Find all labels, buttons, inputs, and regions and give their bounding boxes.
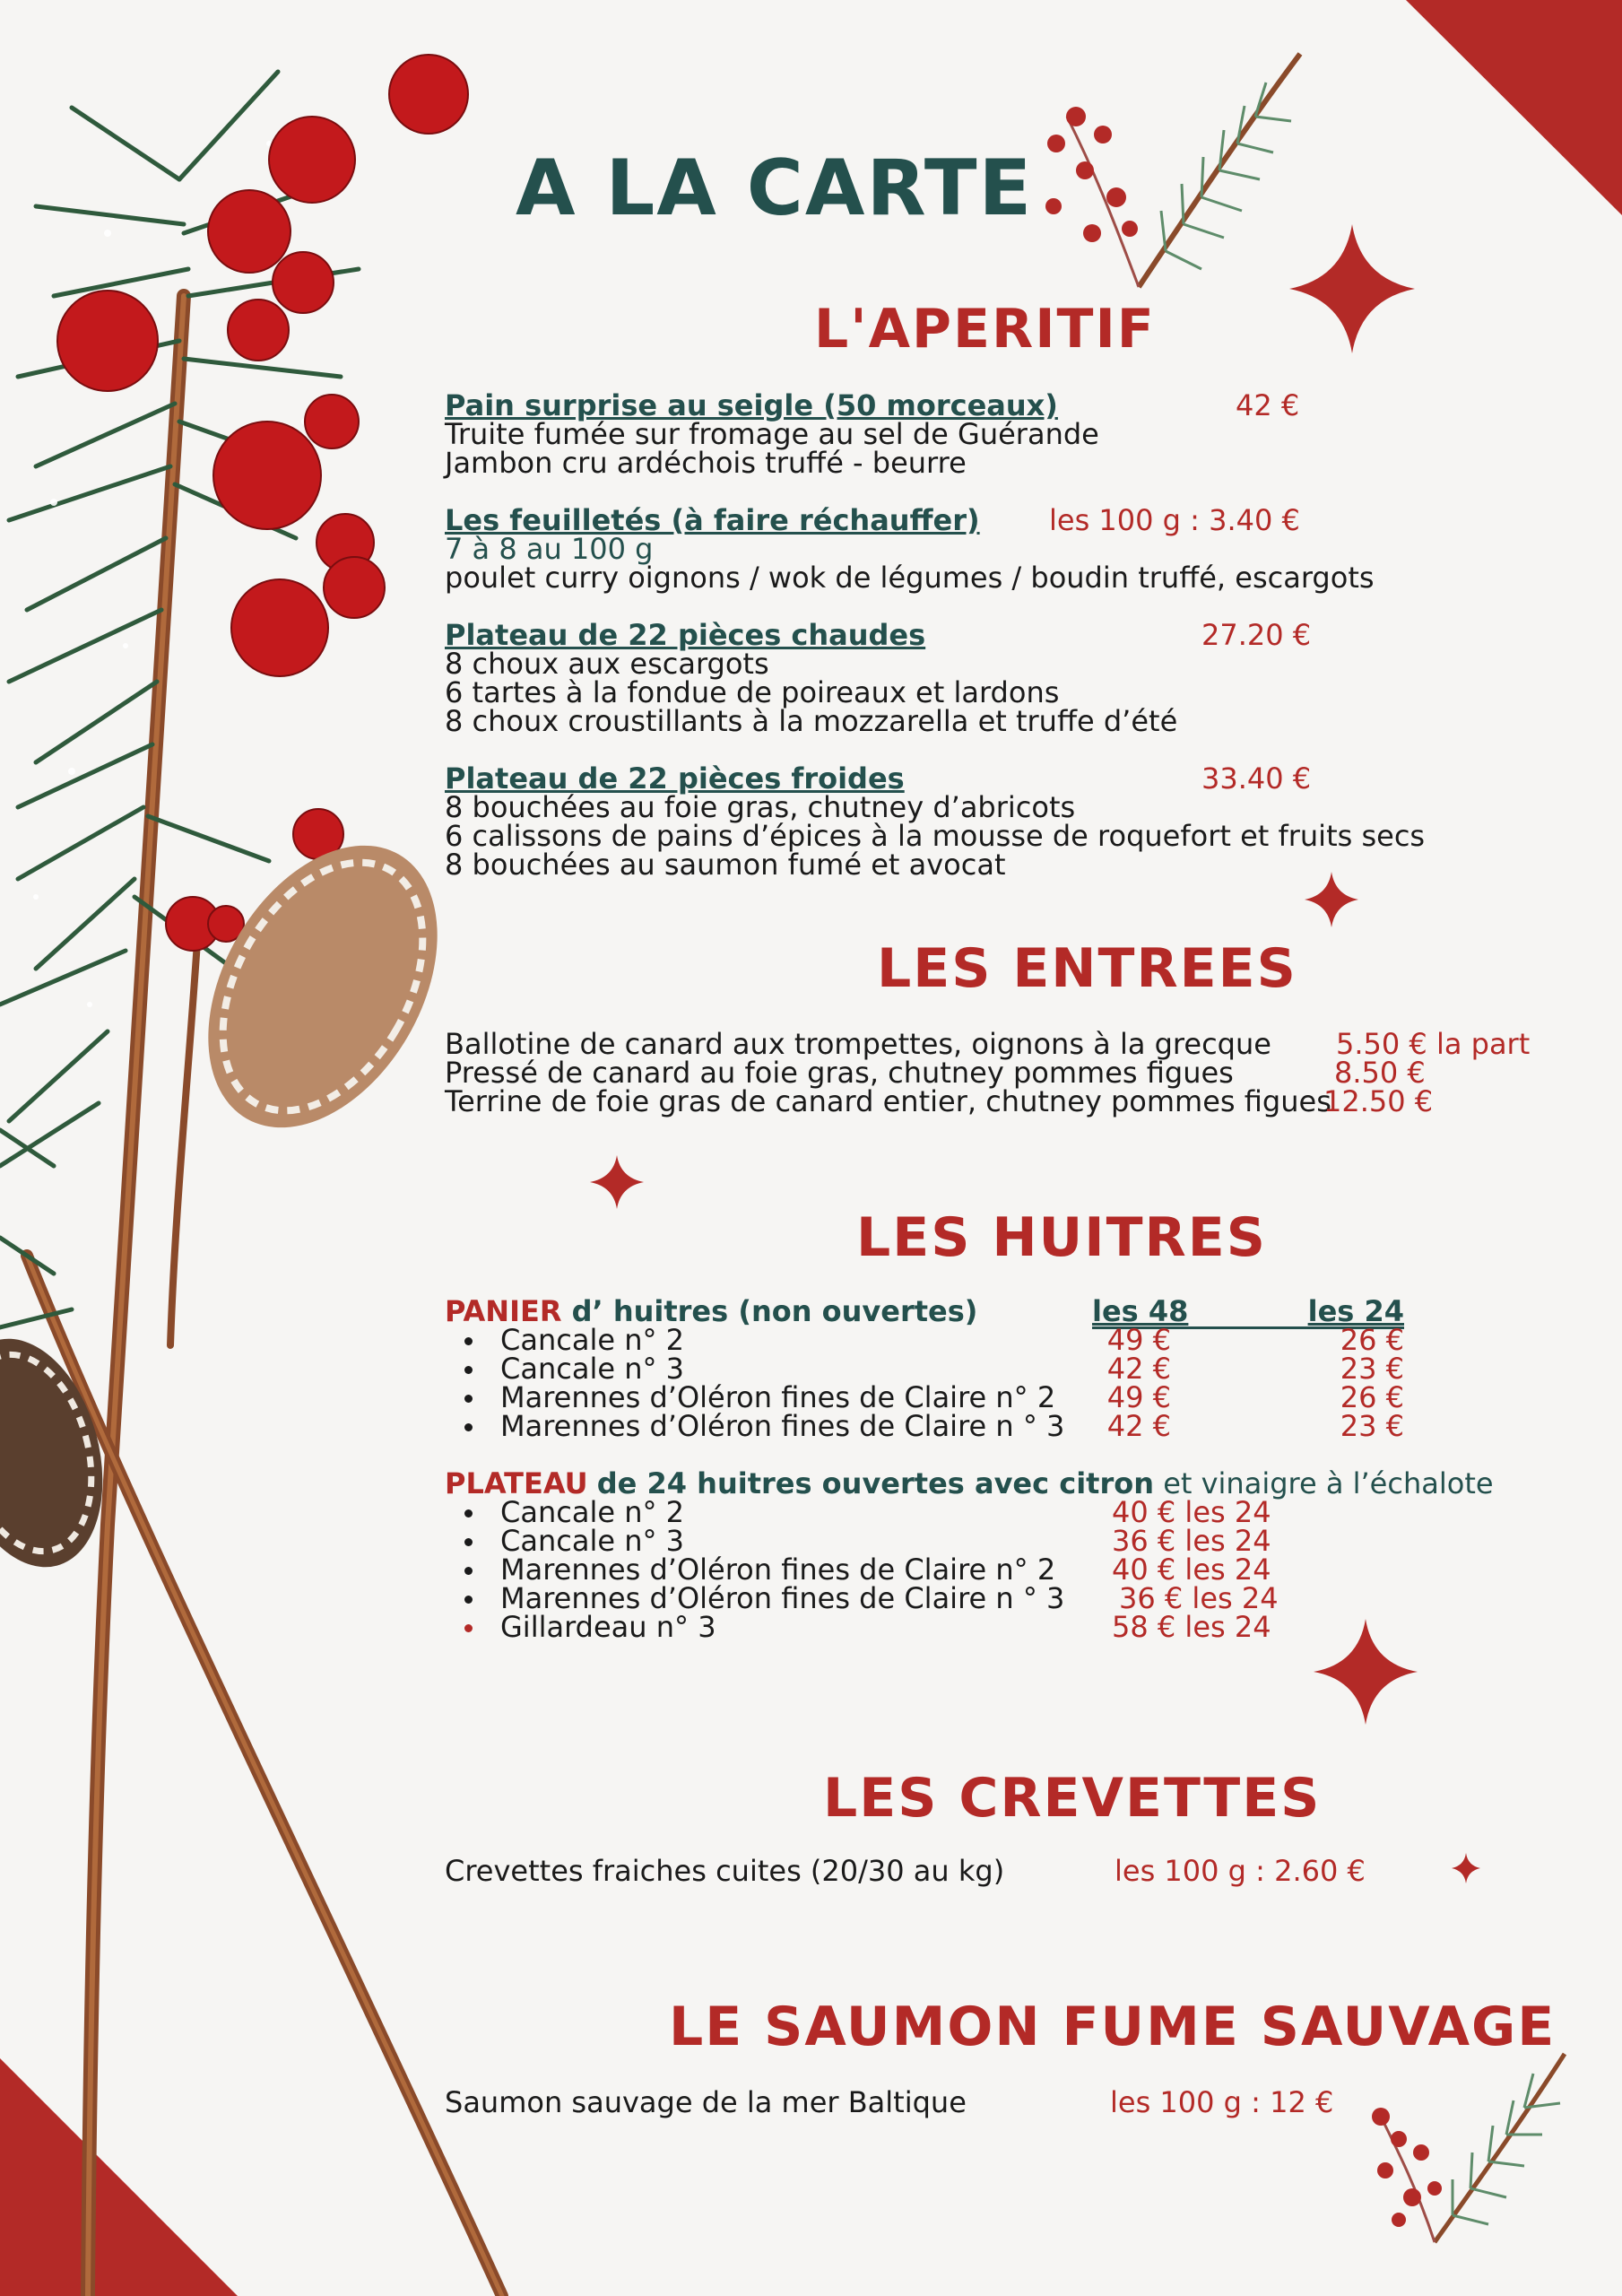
item-line: 8 choux croustillants à la mozzarella et truffe d’été [445, 704, 1178, 738]
list-item: Gillardeau n° 3 [445, 1613, 1064, 1641]
berry-sprig-bottom-icon [1372, 2054, 1565, 2242]
red-berries-icon [57, 55, 468, 951]
price-cell: 36 € les 24 [1112, 1524, 1271, 1558]
panier-label-red: PANIER [445, 1294, 562, 1328]
section-heading-saumon: LE SAUMON FUME SAUVAGE [669, 1996, 1557, 2058]
list-item: Marennes d’Oléron fines de Claire n ° 3 [445, 1584, 1064, 1613]
item-line: Jambon cru ardéchois truffé - beurre [445, 446, 967, 480]
item-line: 8 bouchées au foie gras, chutney d’abricots [445, 790, 1076, 824]
price-cell: 49 € [1106, 1323, 1171, 1357]
panier-label-rest: d’ huitres (non ouvertes) [571, 1294, 978, 1328]
item-line: 6 calissons de pains d’épices à la mousse de roquefort et fruits secs [445, 819, 1426, 853]
item-line: Truite fumée sur fromage au sel de Guérande [445, 417, 1099, 451]
page-title: A LA CARTE [516, 144, 1034, 233]
plateau-list [445, 1495, 1065, 1644]
list-item: Cancale n° 2 [445, 1326, 1064, 1354]
item-price: les 100 g : 3.40 € [1049, 503, 1300, 537]
top-right-corner-triangle [1406, 0, 1622, 215]
item-price: 33.40 € [1201, 761, 1312, 796]
crevettes-item: Crevettes fraiches cuites (20/30 au kg) [445, 1854, 1005, 1888]
column-header-24: les 24 [1307, 1294, 1404, 1328]
aperitif-item-1 [445, 388, 1099, 480]
item-title: Plateau de 22 pièces froides [445, 761, 905, 796]
item-line: 8 choux aux escargots [445, 647, 769, 681]
item-price: 8.50 € [1334, 1056, 1426, 1090]
price-cell: 42 € [1106, 1352, 1171, 1386]
price-cell: 58 € les 24 [1112, 1610, 1271, 1644]
section-heading-crevettes: LES CREVETTES [823, 1767, 1322, 1830]
item-price: 42 € [1236, 388, 1300, 422]
sparkle-icon [1452, 1853, 1480, 1883]
plateau-label-red: PLATEAU [445, 1466, 588, 1500]
section-heading-huitres: LES HUITRES [856, 1206, 1267, 1269]
list-item: Marennes d’Oléron fines de Claire n ° 3 [445, 1412, 1064, 1440]
price-cell: 23 € [1340, 1352, 1404, 1386]
section-heading-aperitif: L'APERITIF [814, 298, 1156, 361]
price-cell: 23 € [1340, 1409, 1404, 1443]
price-cell: 42 € [1106, 1409, 1171, 1443]
item-title: Les feuilletés (à faire réchauffer) [445, 503, 980, 537]
item-price: 27.20 € [1201, 618, 1312, 652]
list-item: Ballotine de canard aux trompettes, oignons à la grecque [445, 1027, 1271, 1061]
berry-sprig-top-icon [1045, 54, 1300, 287]
sparkle-icon [1314, 1619, 1418, 1725]
plateau-price-column [1112, 1495, 1279, 1644]
price-cell: 26 € [1340, 1323, 1404, 1357]
list-item: Cancale n° 3 [445, 1526, 1064, 1555]
panier-label [445, 1294, 978, 1328]
aperitif-item-3 [445, 618, 1178, 738]
price-cell: 26 € [1340, 1380, 1404, 1414]
price-cell: 40 € les 24 [1112, 1495, 1271, 1529]
price-column-24 [1327, 1323, 1404, 1443]
price-column-48 [1094, 1323, 1171, 1443]
list-item: Marennes d’Oléron fines de Claire n° 2 [445, 1555, 1064, 1584]
price-cell: 49 € [1106, 1380, 1171, 1414]
panier-list [445, 1323, 1065, 1443]
list-item: Marennes d’Oléron fines de Claire n° 2 [445, 1383, 1064, 1412]
item-line: 8 bouchées au saumon fumé et avocat [445, 848, 1006, 882]
list-item: Cancale n° 2 [445, 1498, 1064, 1526]
item-price: les 100 g : 2.60 € [1115, 1854, 1366, 1888]
item-subtitle: 7 à 8 au 100 g [445, 532, 654, 566]
list-item: Cancale n° 3 [445, 1354, 1064, 1383]
item-price: 12.50 € [1323, 1084, 1434, 1118]
plateau-label-bold: de 24 huitres ouvertes avec citron [596, 1466, 1155, 1500]
plateau-label-rest: et vinaigre à l’échalote [1163, 1466, 1494, 1500]
list-item: Terrine de foie gras de canard entier, chutney pommes figues [445, 1084, 1331, 1118]
section-heading-entrees: LES ENTREES [877, 937, 1297, 1000]
saumon-item: Saumon sauvage de la mer Baltique [445, 2085, 967, 2119]
bottom-left-corner-triangle [0, 2058, 238, 2296]
sparkle-icon [590, 1155, 644, 1209]
item-line: 6 tartes à la fondue de poireaux et lardons [445, 675, 1060, 709]
list-item: Pressé de canard au foie gras, chutney pommes figues [445, 1056, 1234, 1090]
item-price: les 100 g : 12 € [1110, 2085, 1334, 2119]
entrees-list [445, 1027, 1331, 1118]
price-cell: 40 € les 24 [1112, 1552, 1271, 1587]
item-line: poulet curry oignons / wok de légumes / boudin truffé, escargots [445, 561, 1375, 595]
item-price: 5.50 € la part [1336, 1027, 1531, 1061]
item-title: Pain surprise au seigle (50 morceaux) [445, 388, 1058, 422]
item-title: Plateau de 22 pièces chaudes [445, 618, 926, 652]
sparkle-icon [1305, 872, 1358, 927]
column-header-48: les 48 [1092, 1294, 1189, 1328]
price-cell: 36 € les 24 [1119, 1581, 1279, 1615]
sparkle-icon [1289, 224, 1415, 353]
plateau-label [445, 1466, 1494, 1500]
